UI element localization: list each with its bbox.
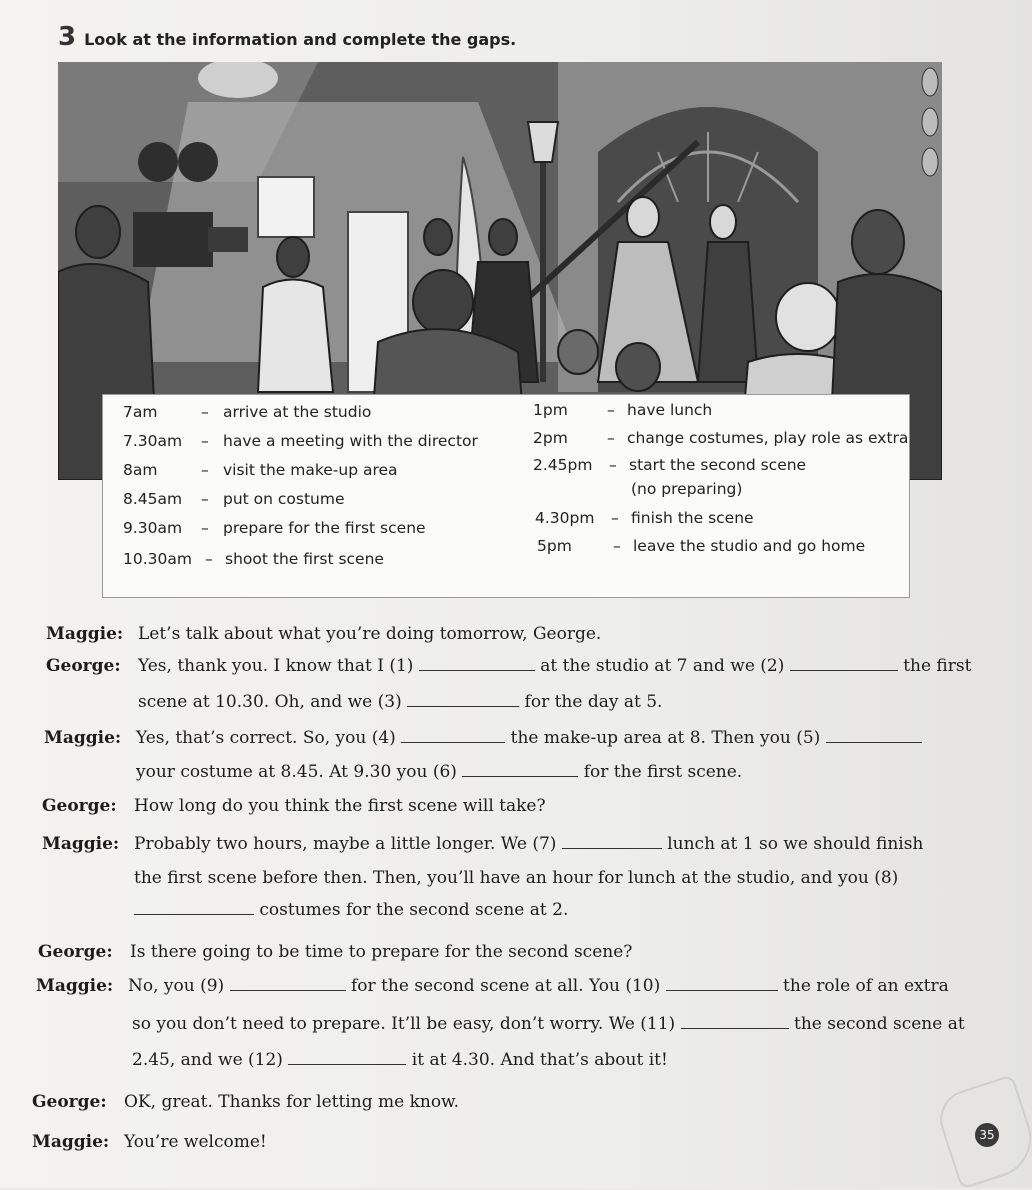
dialogue-line <box>138 692 662 712</box>
dialogue-line <box>46 624 601 644</box>
dialogue-text: No, you (9) <box>128 976 225 996</box>
answer-gap-4[interactable] <box>401 728 505 743</box>
dialogue-text: the first <box>903 656 972 676</box>
speaker-name: George: <box>38 942 113 962</box>
dialogue-line <box>134 868 898 888</box>
schedule-dash: – <box>611 509 619 527</box>
speaker-name: George: <box>32 1092 107 1112</box>
dialogue-line <box>38 942 632 962</box>
dialogue-text: so you don’t need to prepare. It’ll be easy, don’t worry. We (11) <box>132 1014 676 1034</box>
dialogue-text: for the day at 5. <box>524 692 663 712</box>
dialogue-text: for the second scene at all. You (10) <box>351 976 661 996</box>
schedule-dash: – <box>607 429 615 447</box>
schedule-time: 2pm <box>533 429 568 447</box>
schedule-time: 7am <box>123 403 158 421</box>
schedule-time: 4.30pm <box>535 509 595 527</box>
schedule-dash: – <box>607 401 615 419</box>
schedule-activity: shoot the first scene <box>225 550 384 568</box>
dialogue-text: Yes, thank you. I know that I (1) <box>138 656 414 676</box>
answer-gap-3[interactable] <box>407 692 519 707</box>
schedule-time: 8.45am <box>123 490 183 508</box>
answer-gap-7[interactable] <box>562 834 662 849</box>
answer-gap-8[interactable] <box>134 900 254 915</box>
speaker-name: Maggie: <box>44 728 122 748</box>
schedule-time: 2.45pm <box>533 456 593 474</box>
dialogue-line <box>136 762 742 782</box>
schedule-activity: visit the make-up area <box>223 461 398 479</box>
dialogue-text: 2.45, and we (12) <box>132 1050 283 1070</box>
dialogue-text: the role of an extra <box>783 976 949 996</box>
schedule-box <box>102 394 910 598</box>
dialogue-line <box>42 834 923 854</box>
speaker-name: Maggie: <box>46 624 124 644</box>
schedule-dash: – <box>201 490 209 508</box>
answer-gap-9[interactable] <box>230 976 346 991</box>
answer-gap-10[interactable] <box>666 976 778 991</box>
schedule-activity: put on costume <box>223 490 345 508</box>
dialogue-text: You’re welcome! <box>124 1132 267 1152</box>
dialogue-text: Probably two hours, maybe a little longer. We (7) <box>134 834 557 854</box>
dialogue-line <box>134 900 568 920</box>
dialogue-text: How long do you think the first scene will take? <box>134 796 546 816</box>
answer-gap-6[interactable] <box>462 762 578 777</box>
schedule-activity: prepare for the first scene <box>223 519 426 537</box>
dialogue-line <box>36 976 949 996</box>
speaker-name: Maggie: <box>32 1132 110 1152</box>
dialogue-line <box>42 796 546 816</box>
schedule-activity: (no preparing) <box>631 480 743 498</box>
dialogue-text: the first scene before then. Then, you’ll have an hour for lunch at the studio, and you (8) <box>134 868 899 888</box>
dialogue-line <box>32 1092 459 1112</box>
speaker-name: George: <box>46 656 121 676</box>
dialogue-line <box>32 1132 267 1152</box>
dialogue-text: the make-up area at 8. Then you (5) <box>510 728 821 748</box>
answer-gap-12[interactable] <box>288 1050 406 1065</box>
dialogue-text: Is there going to be time to prepare for the second scene? <box>130 942 633 962</box>
dialogue-text: costumes for the second scene at 2. <box>259 900 569 920</box>
schedule-activity: have lunch <box>627 401 713 419</box>
dialogue-line <box>132 1050 668 1070</box>
schedule-dash: – <box>201 403 209 421</box>
schedule-activity: leave the studio and go home <box>633 537 866 555</box>
dialogue-text: lunch at 1 so we should finish <box>667 834 924 854</box>
dialogue-text: OK, great. Thanks for letting me know. <box>124 1092 459 1112</box>
page-number: 35 <box>975 1123 999 1147</box>
dialogue-text: Yes, that’s correct. So, you (4) <box>136 728 396 748</box>
answer-gap-2[interactable] <box>790 656 898 671</box>
schedule-activity: arrive at the studio <box>223 403 372 421</box>
schedule-activity: change costumes, play role as extra <box>627 429 909 447</box>
schedule-time: 10.30am <box>123 550 192 568</box>
dialogue-text: it at 4.30. And that’s about it! <box>411 1050 668 1070</box>
schedule-time: 7.30am <box>123 432 183 450</box>
schedule-dash: – <box>613 537 621 555</box>
dialogue-line <box>132 1014 965 1034</box>
answer-gap-5[interactable] <box>826 728 922 743</box>
dialogue-line <box>44 728 922 748</box>
dialogue-text: scene at 10.30. Oh, and we (3) <box>138 692 402 712</box>
schedule-dash: – <box>201 519 209 537</box>
schedule-time: 5pm <box>537 537 572 555</box>
schedule-dash: – <box>609 456 617 474</box>
dialogue-text: the second scene at <box>793 1014 965 1034</box>
exercise-instruction: Look at the information and complete the gaps. <box>84 30 517 49</box>
schedule-activity: start the second scene <box>629 456 807 474</box>
speaker-name: George: <box>42 796 117 816</box>
dialogue-text: at the studio at 7 and we (2) <box>540 656 785 676</box>
dialogue-text: your costume at 8.45. At 9.30 you (6) <box>136 762 457 782</box>
answer-gap-11[interactable] <box>681 1014 789 1029</box>
exercise-number: 3 <box>58 22 77 52</box>
exercise-header <box>58 22 516 52</box>
speaker-name: Maggie: <box>36 976 114 996</box>
answer-gap-1[interactable] <box>419 656 535 671</box>
schedule-dash: – <box>201 461 209 479</box>
schedule-time: 9.30am <box>123 519 183 537</box>
dialogue-text: Let’s talk about what you’re doing tomorrow, George. <box>138 624 602 644</box>
schedule-dash: – <box>201 432 209 450</box>
schedule-activity: finish the scene <box>631 509 754 527</box>
speaker-name: Maggie: <box>42 834 120 854</box>
schedule-activity: have a meeting with the director <box>223 432 478 450</box>
schedule-dash: – <box>205 550 213 568</box>
schedule-time: 8am <box>123 461 158 479</box>
schedule-time: 1pm <box>533 401 568 419</box>
dialogue-line <box>46 656 971 676</box>
dialogue-text: for the first scene. <box>583 762 743 782</box>
